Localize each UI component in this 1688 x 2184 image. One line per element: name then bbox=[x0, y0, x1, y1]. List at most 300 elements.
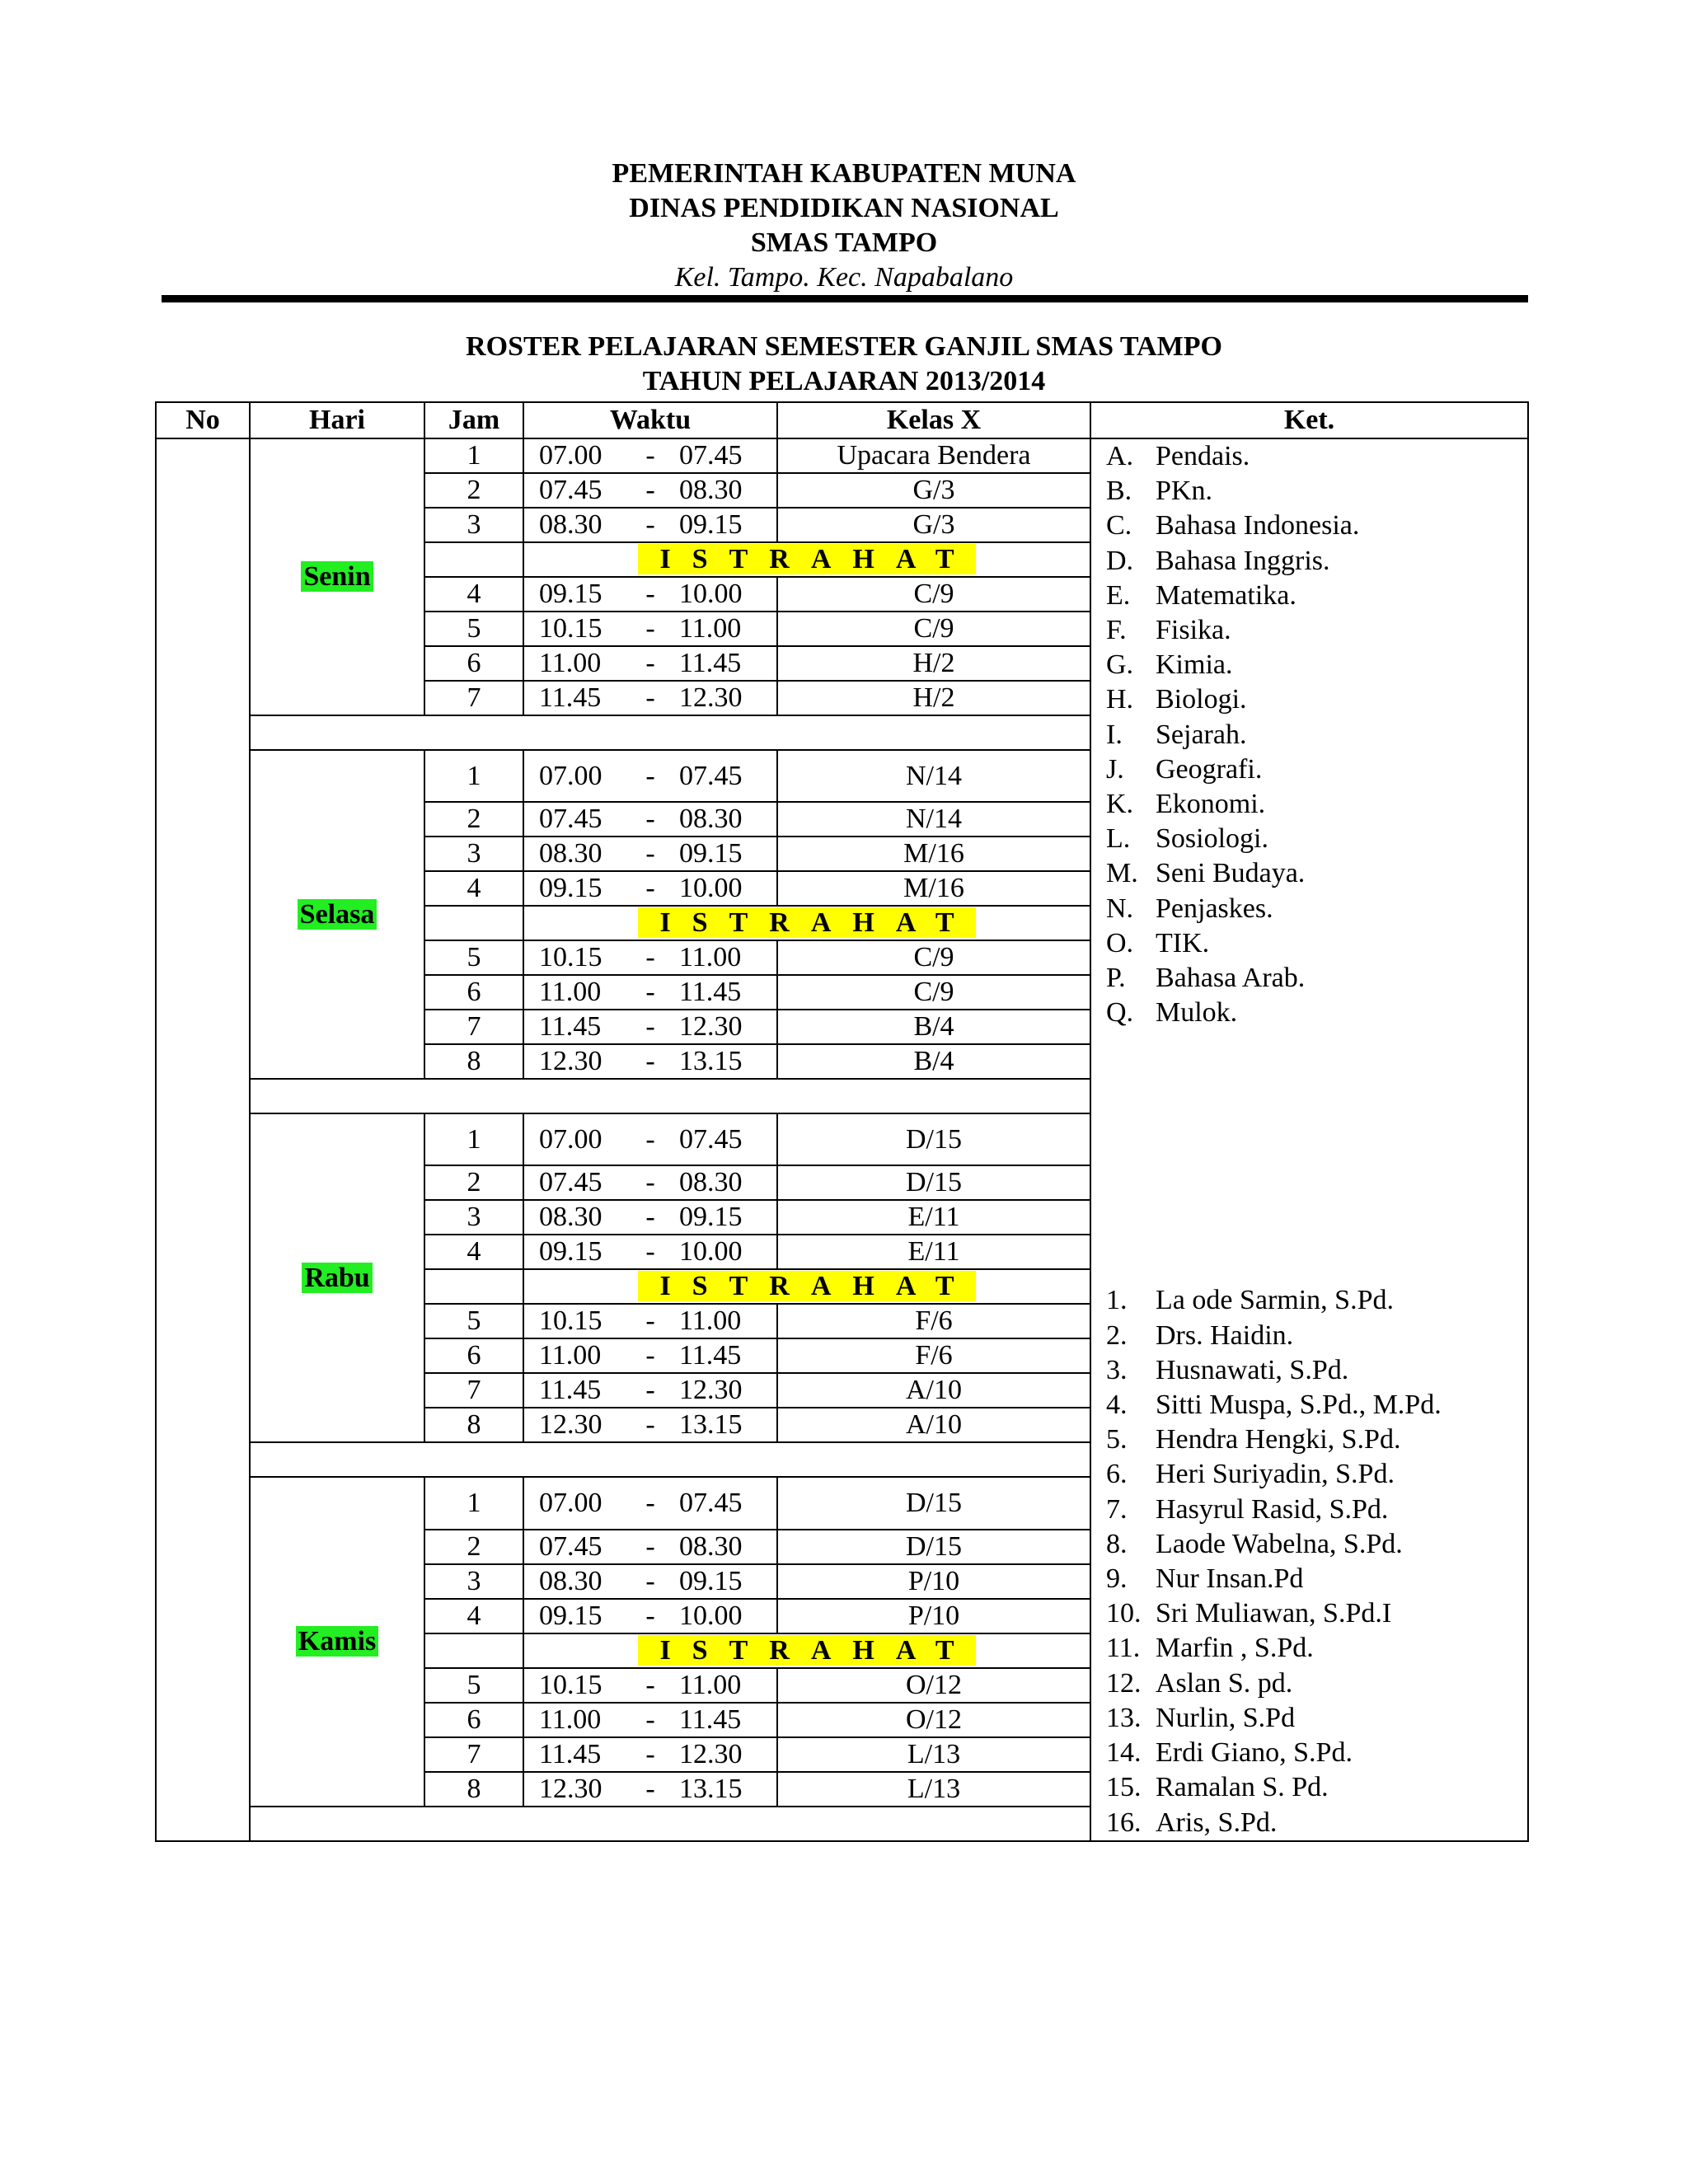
list-item bbox=[1106, 1770, 1527, 1805]
time-separator: - bbox=[645, 475, 655, 505]
end-time: 07.45 bbox=[679, 760, 743, 791]
subject-name: Ekonomi. bbox=[1156, 789, 1266, 820]
time-separator: - bbox=[645, 838, 655, 869]
start-time: 07.45 bbox=[539, 1167, 603, 1198]
end-time: 09.15 bbox=[679, 1202, 743, 1233]
break-cell bbox=[523, 1633, 1090, 1668]
teacher-name: Marfin , S.Pd. bbox=[1156, 1633, 1314, 1664]
legend-cell bbox=[1090, 438, 1528, 1841]
day-cell bbox=[250, 1113, 424, 1442]
list-item bbox=[1106, 1353, 1527, 1388]
time-range bbox=[524, 976, 776, 1009]
letterhead-department: DINAS PENDIDIKAN NASIONAL bbox=[629, 193, 1059, 223]
kelas-cell: C/9 bbox=[777, 975, 1090, 1010]
time-separator: - bbox=[645, 682, 655, 713]
start-time: 08.30 bbox=[539, 509, 603, 540]
kelas-cell: M/16 bbox=[777, 837, 1090, 871]
list-item bbox=[1106, 544, 1527, 579]
day-label-kamis: Kamis bbox=[296, 1626, 378, 1657]
list-item bbox=[1106, 682, 1527, 717]
teacher-number: 9. bbox=[1106, 1563, 1128, 1595]
kelas-cell: C/9 bbox=[777, 577, 1090, 612]
separator-cell bbox=[250, 1807, 1090, 1841]
start-time: 07.00 bbox=[539, 440, 603, 471]
subject-name: Mulok. bbox=[1156, 997, 1238, 1029]
list-item bbox=[1106, 1631, 1527, 1666]
jam-cell: 6 bbox=[424, 975, 523, 1010]
teacher-name: La ode Sarmin, S.Pd. bbox=[1156, 1285, 1394, 1316]
document-title bbox=[0, 330, 1688, 399]
list-item bbox=[1106, 1666, 1527, 1701]
subject-code: Q. bbox=[1106, 997, 1134, 1029]
time-separator: - bbox=[645, 760, 655, 791]
subject-name: Kimia. bbox=[1156, 649, 1233, 681]
kelas-cell: H/2 bbox=[777, 646, 1090, 681]
kelas-cell: D/15 bbox=[777, 1113, 1090, 1165]
teacher-name: Drs. Haidin. bbox=[1156, 1319, 1294, 1351]
start-time: 07.00 bbox=[539, 1488, 603, 1519]
list-item bbox=[1106, 613, 1527, 648]
waktu-cell bbox=[523, 837, 777, 871]
waktu-cell bbox=[523, 750, 777, 802]
kelas-cell: Upacara Bendera bbox=[777, 438, 1090, 473]
time-range bbox=[524, 803, 776, 836]
letterhead-address: Kel. Tampo. Kec. Napabalano bbox=[674, 262, 1014, 293]
list-item bbox=[1106, 787, 1527, 822]
time-separator: - bbox=[645, 1738, 655, 1769]
start-time: 07.00 bbox=[539, 760, 603, 791]
time-separator: - bbox=[645, 804, 655, 835]
day-cell bbox=[250, 750, 424, 1079]
day-cell bbox=[250, 1477, 424, 1806]
break-jam-cell bbox=[424, 1633, 523, 1668]
list-item bbox=[1106, 1806, 1527, 1840]
kelas-cell: D/15 bbox=[777, 1165, 1090, 1200]
time-range bbox=[524, 1565, 776, 1598]
end-time: 07.45 bbox=[679, 440, 743, 471]
list-item bbox=[1106, 1562, 1527, 1596]
kelas-cell: C/9 bbox=[777, 612, 1090, 646]
time-separator: - bbox=[645, 613, 655, 644]
time-separator: - bbox=[645, 440, 655, 471]
subject-code: C. bbox=[1106, 510, 1132, 541]
kelas-cell: E/11 bbox=[777, 1235, 1090, 1269]
teacher-name: Hasyrul Rasid, S.Pd. bbox=[1156, 1493, 1389, 1525]
time-range bbox=[524, 1487, 776, 1520]
subject-name: Bahasa Arab. bbox=[1156, 963, 1306, 994]
end-time: 13.15 bbox=[679, 1046, 743, 1077]
list-item bbox=[1106, 474, 1527, 509]
separator-cell bbox=[250, 715, 1090, 750]
time-range bbox=[524, 1010, 776, 1043]
letterhead-government: PEMERINTAH KABUPATEN MUNA bbox=[612, 158, 1076, 189]
teacher-number: 3. bbox=[1106, 1354, 1128, 1385]
time-separator: - bbox=[645, 579, 655, 609]
jam-cell: 7 bbox=[424, 681, 523, 715]
start-time: 12.30 bbox=[539, 1046, 603, 1077]
waktu-cell bbox=[523, 1235, 777, 1269]
break-jam-cell bbox=[424, 906, 523, 940]
jam-cell: 2 bbox=[424, 1530, 523, 1564]
kelas-cell: O/12 bbox=[777, 1668, 1090, 1703]
subject-name: Seni Budaya. bbox=[1156, 858, 1306, 889]
time-range bbox=[524, 612, 776, 645]
jam-cell: 8 bbox=[424, 1044, 523, 1079]
time-separator: - bbox=[645, 873, 655, 904]
teacher-number: 1. bbox=[1106, 1285, 1128, 1316]
end-time: 11.45 bbox=[679, 1704, 742, 1735]
time-separator: - bbox=[645, 1236, 655, 1268]
kelas-cell: F/6 bbox=[777, 1338, 1090, 1373]
time-separator: - bbox=[645, 1123, 655, 1155]
list-item bbox=[1106, 1493, 1527, 1527]
waktu-cell bbox=[523, 1772, 777, 1807]
schedule-body bbox=[156, 438, 1528, 1841]
end-time: 08.30 bbox=[679, 1530, 743, 1562]
time-range bbox=[524, 1374, 776, 1407]
jam-cell: 8 bbox=[424, 1408, 523, 1442]
teacher-name: Laode Wabelna, S.Pd. bbox=[1156, 1528, 1403, 1559]
subject-code: A. bbox=[1106, 441, 1134, 471]
teacher-name: Hendra Hengki, S.Pd. bbox=[1156, 1424, 1401, 1455]
start-time: 07.00 bbox=[539, 1123, 603, 1155]
teacher-number: 11. bbox=[1106, 1633, 1141, 1664]
waktu-cell bbox=[523, 1599, 777, 1633]
waktu-cell bbox=[523, 438, 777, 473]
break-label: ISTRAHAT bbox=[638, 1635, 975, 1666]
subject-code: O. bbox=[1106, 927, 1134, 958]
teacher-number: 8. bbox=[1106, 1528, 1128, 1559]
col-header-jam: Jam bbox=[424, 402, 523, 438]
end-time: 10.00 bbox=[679, 1600, 743, 1631]
list-item bbox=[1106, 1457, 1527, 1492]
jam-cell: 3 bbox=[424, 1564, 523, 1599]
start-time: 11.00 bbox=[539, 648, 602, 678]
time-range bbox=[524, 1166, 776, 1199]
jam-cell: 7 bbox=[424, 1737, 523, 1772]
end-time: 08.30 bbox=[679, 804, 743, 835]
title-line-1: ROSTER PELAJARAN SEMESTER GANJIL SMAS TAMPO bbox=[466, 331, 1222, 362]
end-time: 07.45 bbox=[679, 1123, 743, 1155]
jam-cell: 5 bbox=[424, 1304, 523, 1338]
time-range bbox=[524, 1235, 776, 1268]
separator-cell bbox=[250, 1079, 1090, 1113]
jam-cell: 8 bbox=[424, 1772, 523, 1807]
time-range bbox=[524, 1773, 776, 1806]
subject-name: Bahasa Inggris. bbox=[1156, 545, 1330, 576]
time-separator: - bbox=[645, 1409, 655, 1441]
jam-cell: 4 bbox=[424, 871, 523, 906]
start-time: 11.45 bbox=[539, 1375, 602, 1406]
waktu-cell bbox=[523, 646, 777, 681]
list-item bbox=[1106, 1283, 1527, 1318]
table-row bbox=[156, 438, 1528, 473]
time-range bbox=[524, 1704, 776, 1736]
time-separator: - bbox=[645, 648, 655, 678]
end-time: 12.30 bbox=[679, 1011, 743, 1043]
start-time: 10.15 bbox=[539, 942, 603, 973]
start-time: 11.45 bbox=[539, 682, 602, 713]
time-range bbox=[524, 439, 776, 472]
jam-cell: 4 bbox=[424, 577, 523, 612]
teacher-number: 12. bbox=[1106, 1667, 1142, 1699]
letterhead bbox=[0, 157, 1688, 295]
list-item bbox=[1106, 926, 1527, 961]
time-separator: - bbox=[645, 1167, 655, 1198]
list-item bbox=[1106, 718, 1527, 752]
time-range bbox=[524, 1408, 776, 1441]
waktu-cell bbox=[523, 681, 777, 715]
waktu-cell bbox=[523, 1530, 777, 1564]
start-time: 11.00 bbox=[539, 1340, 602, 1371]
end-time: 11.00 bbox=[679, 1669, 742, 1700]
waktu-cell bbox=[523, 612, 777, 646]
col-header-no: No bbox=[156, 402, 250, 438]
jam-cell: 7 bbox=[424, 1373, 523, 1408]
end-time: 10.00 bbox=[679, 579, 743, 609]
time-range bbox=[524, 1738, 776, 1771]
kelas-cell: M/16 bbox=[777, 871, 1090, 906]
time-range bbox=[524, 1530, 776, 1563]
list-item bbox=[1106, 439, 1527, 474]
time-range bbox=[524, 1201, 776, 1234]
start-time: 07.45 bbox=[539, 804, 603, 835]
teacher-number: 14. bbox=[1106, 1737, 1142, 1769]
subject-code: J. bbox=[1106, 753, 1124, 785]
time-separator: - bbox=[645, 1375, 655, 1406]
start-time: 07.45 bbox=[539, 1530, 603, 1562]
start-time: 11.45 bbox=[539, 1011, 602, 1043]
kelas-cell: L/13 bbox=[777, 1737, 1090, 1772]
waktu-cell bbox=[523, 1304, 777, 1338]
start-time: 09.15 bbox=[539, 1600, 603, 1631]
time-range bbox=[524, 837, 776, 870]
teacher-number: 16. bbox=[1106, 1807, 1142, 1838]
day-label-senin: Senin bbox=[301, 561, 373, 592]
teacher-name: Sitti Muspa, S.Pd., M.Pd. bbox=[1156, 1390, 1442, 1421]
subject-code: K. bbox=[1106, 789, 1134, 820]
subject-code: H. bbox=[1106, 684, 1134, 715]
subject-code: F. bbox=[1106, 615, 1127, 646]
subject-code: E. bbox=[1106, 579, 1131, 611]
break-label: ISTRAHAT bbox=[638, 544, 975, 574]
subject-code: D. bbox=[1106, 545, 1134, 576]
start-time: 08.30 bbox=[539, 1565, 603, 1596]
time-range bbox=[524, 647, 776, 680]
waktu-cell bbox=[523, 473, 777, 508]
list-item bbox=[1106, 579, 1527, 613]
teacher-name: Aris, S.Pd. bbox=[1156, 1807, 1278, 1838]
time-separator: - bbox=[645, 1202, 655, 1233]
teacher-number: 7. bbox=[1106, 1493, 1128, 1525]
end-time: 09.15 bbox=[679, 838, 743, 869]
teacher-number: 5. bbox=[1106, 1424, 1128, 1455]
list-item bbox=[1106, 1701, 1527, 1736]
schedule-table bbox=[155, 401, 1529, 1842]
end-time: 13.15 bbox=[679, 1409, 743, 1441]
time-range bbox=[524, 1669, 776, 1702]
end-time: 12.30 bbox=[679, 1738, 743, 1769]
day-label-selasa: Selasa bbox=[298, 899, 377, 930]
teacher-number: 13. bbox=[1106, 1702, 1142, 1733]
subject-name: Bahasa Indonesia. bbox=[1156, 510, 1360, 541]
start-time: 11.00 bbox=[539, 1704, 602, 1735]
waktu-cell bbox=[523, 1477, 777, 1529]
time-range bbox=[524, 578, 776, 611]
teacher-name: Sri Muliawan, S.Pd.I bbox=[1156, 1598, 1392, 1629]
time-separator: - bbox=[645, 1046, 655, 1077]
end-time: 11.45 bbox=[679, 977, 742, 1008]
time-separator: - bbox=[645, 1565, 655, 1596]
break-cell bbox=[523, 542, 1090, 577]
col-header-ket: Ket. bbox=[1090, 402, 1528, 438]
col-header-waktu: Waktu bbox=[523, 402, 777, 438]
waktu-cell bbox=[523, 577, 777, 612]
waktu-cell bbox=[523, 1200, 777, 1235]
end-time: 11.00 bbox=[679, 613, 742, 644]
teacher-number: 10. bbox=[1106, 1598, 1142, 1629]
kelas-cell: G/3 bbox=[777, 508, 1090, 542]
list-item bbox=[1106, 1319, 1527, 1353]
jam-cell: 3 bbox=[424, 508, 523, 542]
end-time: 08.30 bbox=[679, 1167, 743, 1198]
list-item bbox=[1106, 648, 1527, 682]
list-item bbox=[1106, 1596, 1527, 1631]
teacher-number: 15. bbox=[1106, 1772, 1142, 1803]
break-jam-cell bbox=[424, 542, 523, 577]
time-separator: - bbox=[645, 1340, 655, 1371]
end-time: 11.00 bbox=[679, 1305, 742, 1337]
jam-cell: 6 bbox=[424, 646, 523, 681]
jam-cell: 1 bbox=[424, 1477, 523, 1529]
list-item bbox=[1106, 509, 1527, 543]
end-time: 11.45 bbox=[679, 1340, 742, 1371]
break-label: ISTRAHAT bbox=[638, 907, 975, 938]
break-cell bbox=[523, 1269, 1090, 1304]
kelas-cell: C/9 bbox=[777, 940, 1090, 975]
teacher-name: Erdi Giano, S.Pd. bbox=[1156, 1737, 1353, 1769]
kelas-cell: P/10 bbox=[777, 1564, 1090, 1599]
subject-name: Pendais. bbox=[1156, 441, 1250, 471]
jam-cell: 1 bbox=[424, 438, 523, 473]
subject-code: N. bbox=[1106, 893, 1134, 924]
waktu-cell bbox=[523, 1668, 777, 1703]
end-time: 11.45 bbox=[679, 648, 742, 678]
subject-name: Geografi. bbox=[1156, 753, 1263, 785]
teacher-name: Nurlin, S.Pd bbox=[1156, 1702, 1296, 1733]
subject-code: L. bbox=[1106, 823, 1131, 855]
break-label: ISTRAHAT bbox=[638, 1271, 975, 1301]
kelas-cell: G/3 bbox=[777, 473, 1090, 508]
time-range bbox=[524, 941, 776, 974]
time-range bbox=[524, 1600, 776, 1633]
subject-code: B. bbox=[1106, 476, 1132, 507]
list-item bbox=[1106, 961, 1527, 996]
kelas-cell: F/6 bbox=[777, 1304, 1090, 1338]
letterhead-school: SMAS TAMPO bbox=[750, 227, 938, 258]
teacher-name: Husnawati, S.Pd. bbox=[1156, 1354, 1349, 1385]
subject-code: M. bbox=[1106, 858, 1138, 889]
jam-cell: 2 bbox=[424, 473, 523, 508]
jam-cell: 5 bbox=[424, 1668, 523, 1703]
subject-legend bbox=[1106, 439, 1527, 1030]
start-time: 08.30 bbox=[539, 838, 603, 869]
teacher-name: Nur Insan.Pd bbox=[1156, 1563, 1304, 1595]
break-cell bbox=[523, 906, 1090, 940]
title-line-2: TAHUN PELAJARAN 2013/2014 bbox=[642, 366, 1046, 396]
kelas-cell: H/2 bbox=[777, 681, 1090, 715]
letterhead-divider bbox=[162, 295, 1528, 302]
teacher-list bbox=[1106, 1283, 1527, 1840]
subject-name: Matematika. bbox=[1156, 579, 1296, 611]
subject-name: Sosiologi. bbox=[1156, 823, 1268, 855]
waktu-cell bbox=[523, 1564, 777, 1599]
jam-cell: 4 bbox=[424, 1235, 523, 1269]
time-range bbox=[524, 1305, 776, 1338]
waktu-cell bbox=[523, 1408, 777, 1442]
waktu-cell bbox=[523, 940, 777, 975]
day-cell bbox=[250, 438, 424, 715]
subject-name: Sejarah. bbox=[1156, 719, 1247, 750]
col-header-kelas: Kelas X bbox=[777, 402, 1090, 438]
kelas-cell: B/4 bbox=[777, 1044, 1090, 1079]
time-range bbox=[524, 1045, 776, 1078]
jam-cell: 7 bbox=[424, 1010, 523, 1044]
start-time: 10.15 bbox=[539, 1669, 603, 1700]
start-time: 09.15 bbox=[539, 579, 603, 609]
jam-cell: 5 bbox=[424, 612, 523, 646]
start-time: 10.15 bbox=[539, 1305, 603, 1337]
kelas-cell: A/10 bbox=[777, 1373, 1090, 1408]
time-separator: - bbox=[645, 977, 655, 1008]
time-separator: - bbox=[645, 1011, 655, 1043]
time-separator: - bbox=[645, 1669, 655, 1700]
waktu-cell bbox=[523, 1373, 777, 1408]
waktu-cell bbox=[523, 975, 777, 1010]
end-time: 09.15 bbox=[679, 1565, 743, 1596]
time-separator: - bbox=[645, 1773, 655, 1804]
jam-cell: 4 bbox=[424, 1599, 523, 1633]
subject-code: G. bbox=[1106, 649, 1134, 681]
end-time: 12.30 bbox=[679, 682, 743, 713]
jam-cell: 3 bbox=[424, 1200, 523, 1235]
kelas-cell: D/15 bbox=[777, 1530, 1090, 1564]
teacher-name: Heri Suriyadin, S.Pd. bbox=[1156, 1459, 1395, 1490]
list-item bbox=[1106, 1388, 1527, 1422]
time-separator: - bbox=[645, 942, 655, 973]
waktu-cell bbox=[523, 1113, 777, 1165]
kelas-cell: L/13 bbox=[777, 1772, 1090, 1807]
list-item bbox=[1106, 1736, 1527, 1770]
end-time: 10.00 bbox=[679, 873, 743, 904]
time-range bbox=[524, 474, 776, 507]
waktu-cell bbox=[523, 1165, 777, 1200]
start-time: 11.45 bbox=[539, 1738, 602, 1769]
jam-cell: 6 bbox=[424, 1703, 523, 1737]
subject-code: I. bbox=[1106, 719, 1123, 750]
waktu-cell bbox=[523, 1044, 777, 1079]
end-time: 12.30 bbox=[679, 1375, 743, 1406]
jam-cell: 2 bbox=[424, 1165, 523, 1200]
time-range bbox=[524, 682, 776, 715]
list-item bbox=[1106, 1422, 1527, 1457]
break-jam-cell bbox=[424, 1269, 523, 1304]
kelas-cell: E/11 bbox=[777, 1200, 1090, 1235]
waktu-cell bbox=[523, 1703, 777, 1737]
list-item bbox=[1106, 892, 1527, 926]
start-time: 11.00 bbox=[539, 977, 602, 1008]
waktu-cell bbox=[523, 1338, 777, 1373]
